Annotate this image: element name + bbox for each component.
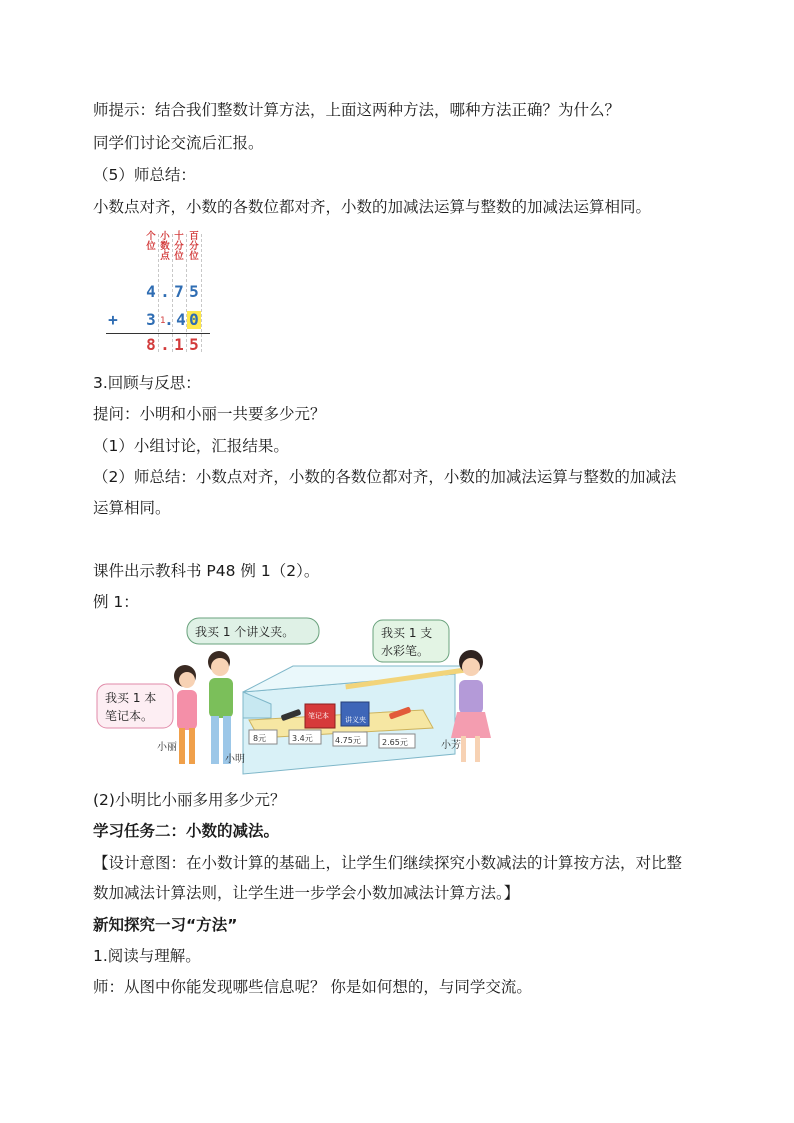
sum-rule <box>106 333 210 334</box>
name-label-xiaoli: 小丽 <box>157 742 177 753</box>
text-example-label: 例 1： <box>93 593 139 611</box>
shopping-illustration <box>93 614 493 780</box>
bubble-text-left-2: 笔记本。 <box>105 709 154 723</box>
item-label-folder: 讲义夹 <box>345 716 366 724</box>
text-design-intent-1: 【设计意图：在小数计算的基础上，让学生们继续探究小数减法的计算按方法，对比整 <box>93 854 683 872</box>
digit: 5 <box>189 282 199 301</box>
digit: 3 <box>146 310 156 329</box>
text-group-discuss: （1）小组讨论，汇报结果。 <box>93 437 289 455</box>
bubble-text-left-1: 我买 1 本 <box>105 691 157 705</box>
text-question-difference: (2)小明比小丽多用多少元？ <box>93 791 286 809</box>
text-new-knowledge-heading: 新知探究一习“方法” <box>93 916 238 934</box>
girl-xiaoli-icon <box>174 665 197 764</box>
price-tag-text: 8元 <box>253 734 267 743</box>
text-summary-2a: （2）师总结：小数点对齐，小数的各数位都对齐，小数的加减法运算与整数的加减法 <box>93 468 677 486</box>
bubble-text-right-2: 水彩笔。 <box>381 644 430 658</box>
text-read-understand: 1.阅读与理解。 <box>93 947 201 965</box>
text-discuss-report: 同学们讨论交流后汇报。 <box>93 134 264 152</box>
bubble-text-right-1: 我买 1 支 <box>381 626 433 640</box>
header-point: 小数点 <box>160 231 170 262</box>
text-summary-heading: （5）师总结： <box>93 166 196 184</box>
name-label-xiaofang: 小芳 <box>441 740 461 751</box>
digit: 4 <box>176 310 186 329</box>
text-task-two-heading: 学习任务二：小数的减法。 <box>93 822 280 840</box>
digit: . <box>164 310 174 329</box>
digit: 8 <box>146 335 156 354</box>
name-label-xiaoming: 小明 <box>225 754 245 765</box>
header-ones: 个位 <box>146 231 156 252</box>
price-tag-text: 3.4元 <box>292 734 313 743</box>
vertical-addition <box>100 232 220 357</box>
digit: 1 <box>174 335 184 354</box>
text-design-intent-2: 数加减法计算法则，让学生进一步学会小数加减法计算方法。】 <box>93 884 520 902</box>
column-divider <box>201 234 202 352</box>
text-question-total: 提问：小明和小丽一共要多少元？ <box>93 405 326 423</box>
text-review-heading: 3.回顾与反思： <box>93 374 201 392</box>
price-tag-text: 4.75元 <box>335 736 361 745</box>
text-courseware: 课件出示教科书 P48 例 1（2）。 <box>93 562 320 580</box>
price-tag-text: 2.65元 <box>382 738 408 747</box>
digit: . <box>160 335 170 354</box>
plus-sign: + <box>108 310 118 329</box>
digit: 5 <box>189 335 199 354</box>
digit: 4 <box>146 282 156 301</box>
digit: . <box>160 282 170 301</box>
text-teacher-question: 师：从图中你能发现哪些信息呢？ 你是如何想的，与同学交流。 <box>93 978 532 996</box>
boy-xiaoming-icon <box>208 651 233 764</box>
item-label-notebook: 笔记本 <box>308 712 329 720</box>
bubble-text-mid: 我买 1 个讲义夹。 <box>195 625 295 639</box>
digit: 7 <box>174 282 184 301</box>
text-summary-rule: 小数点对齐，小数的各数位都对齐，小数的加减法运算与整数的加减法运算相同。 <box>93 198 652 216</box>
text-summary-2b: 运算相同。 <box>93 499 171 517</box>
text-teacher-hint: 师提示：结合我们整数计算方法，上面这两种方法，哪种方法正确？为什么？ <box>93 101 621 119</box>
carry-mark: 1 <box>160 316 166 326</box>
header-tenths: 十分位 <box>174 231 184 262</box>
header-hundredths: 百分位 <box>189 231 199 262</box>
digit-highlighted: 0 <box>187 311 201 329</box>
